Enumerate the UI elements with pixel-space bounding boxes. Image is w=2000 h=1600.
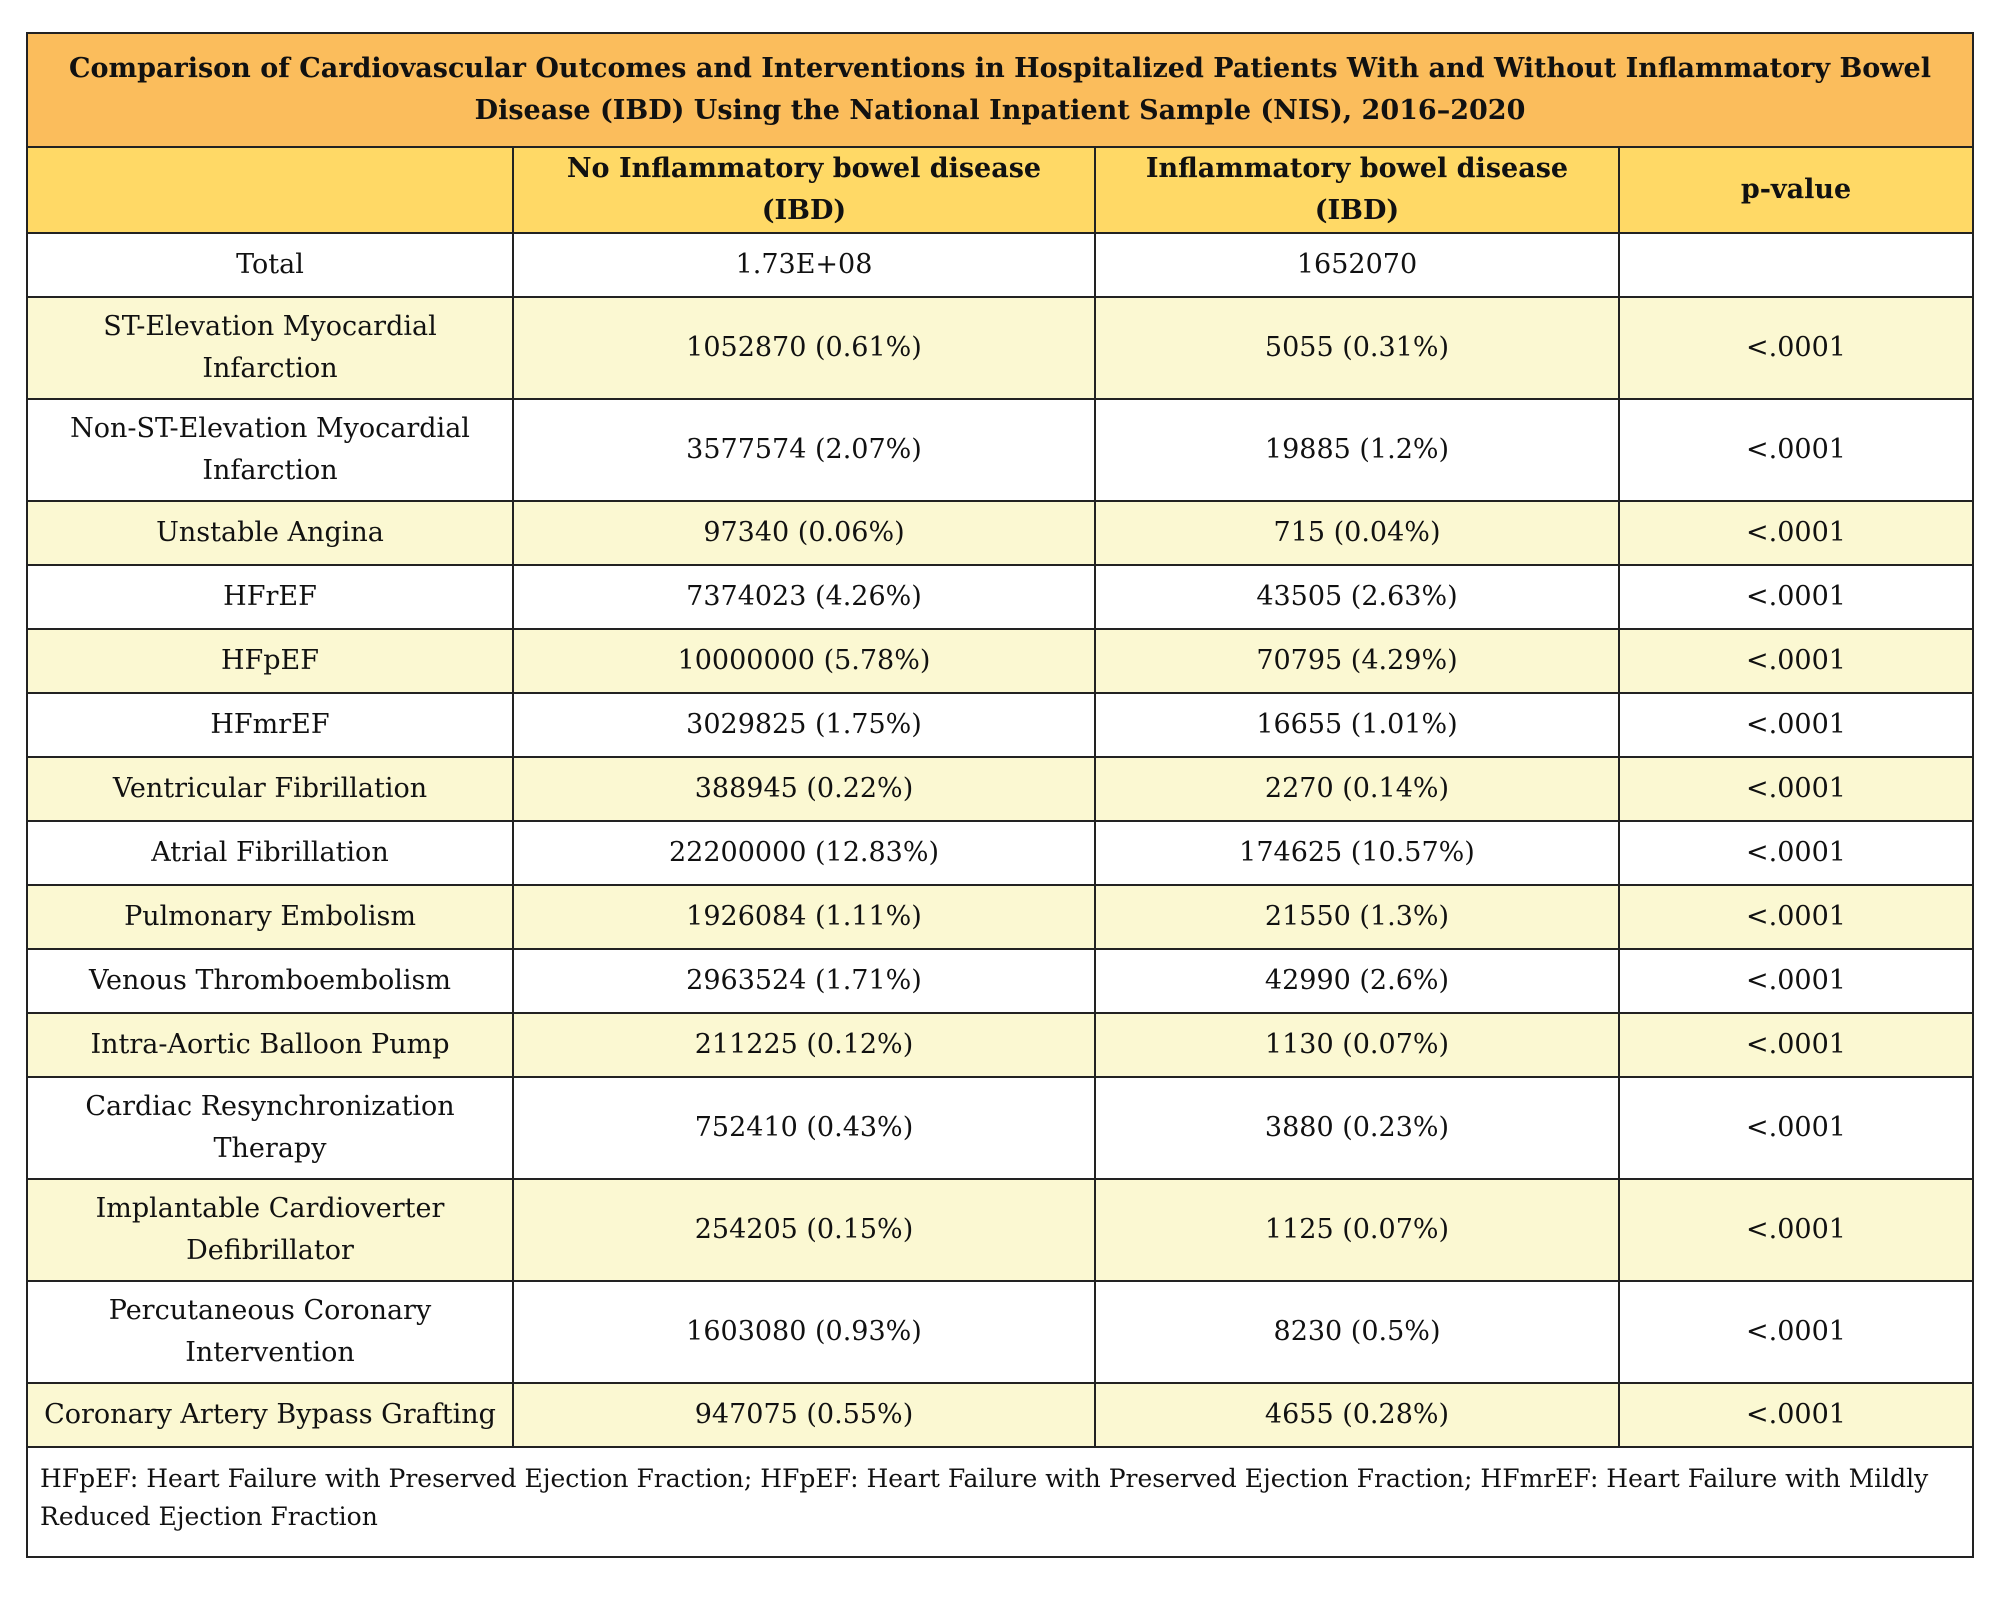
cell-ibd: 5055 (0.31%) <box>1095 297 1619 399</box>
cell-p-value <box>1619 233 1973 297</box>
table-frame <box>26 32 1972 1558</box>
cell-ibd: 8230 (0.5%) <box>1095 1281 1619 1383</box>
header-row <box>27 147 1973 233</box>
row-label: Venous Thromboembolism <box>27 949 513 1013</box>
cell-p-value: <.0001 <box>1619 1013 1973 1077</box>
cell-no-ibd: 1603080 (0.93%) <box>513 1281 1095 1383</box>
cell-p-value: <.0001 <box>1619 1077 1973 1179</box>
cell-ibd: 715 (0.04%) <box>1095 501 1619 565</box>
cell-p-value: <.0001 <box>1619 821 1973 885</box>
cell-no-ibd: 22200000 (12.83%) <box>513 821 1095 885</box>
row-label: Atrial Fibrillation <box>27 821 513 885</box>
table-row <box>27 821 1973 885</box>
table-row <box>27 399 1973 501</box>
cell-no-ibd: 1.73E+08 <box>513 233 1095 297</box>
cell-no-ibd: 7374023 (4.26%) <box>513 565 1095 629</box>
cell-ibd: 16655 (1.01%) <box>1095 693 1619 757</box>
row-label: Cardiac Resynchronization Therapy <box>27 1077 513 1179</box>
cell-p-value: <.0001 <box>1619 693 1973 757</box>
cell-no-ibd: 1052870 (0.61%) <box>513 297 1095 399</box>
cell-no-ibd: 3577574 (2.07%) <box>513 399 1095 501</box>
table-row <box>27 233 1973 297</box>
table-row <box>27 1179 1973 1281</box>
cell-p-value: <.0001 <box>1619 1281 1973 1383</box>
cell-no-ibd: 947075 (0.55%) <box>513 1383 1095 1447</box>
cell-ibd: 4655 (0.28%) <box>1095 1383 1619 1447</box>
cell-p-value: <.0001 <box>1619 1179 1973 1281</box>
cell-ibd: 3880 (0.23%) <box>1095 1077 1619 1179</box>
cell-p-value: <.0001 <box>1619 297 1973 399</box>
header-cell-label <box>27 147 513 233</box>
cell-no-ibd: 1926084 (1.11%) <box>513 885 1095 949</box>
cell-ibd: 1130 (0.07%) <box>1095 1013 1619 1077</box>
row-label: Pulmonary Embolism <box>27 885 513 949</box>
cell-no-ibd: 211225 (0.12%) <box>513 1013 1095 1077</box>
cell-p-value: <.0001 <box>1619 1383 1973 1447</box>
table-title: Comparison of Cardiovascular Outcomes and Interventions in Hospitalized Patients With and Without Inflammatory Bowel Disease (IBD) Using the National Inpatient Sample (NIS), 2016–2020 <box>27 33 1973 147</box>
table-footnote: HFpEF: Heart Failure with Preserved Ejection Fraction; HFpEF: Heart Failure with Preserved Ejection Fraction; HFmrEF: Heart Failure with Mildly Reduced Ejection Fraction <box>27 1447 1973 1557</box>
row-label: HFmrEF <box>27 693 513 757</box>
table-row <box>27 1281 1973 1383</box>
cell-no-ibd: 97340 (0.06%) <box>513 501 1095 565</box>
cell-no-ibd: 254205 (0.15%) <box>513 1179 1095 1281</box>
cell-ibd: 42990 (2.6%) <box>1095 949 1619 1013</box>
table-row <box>27 693 1973 757</box>
cell-p-value: <.0001 <box>1619 565 1973 629</box>
cell-ibd: 1652070 <box>1095 233 1619 297</box>
cell-ibd: 174625 (10.57%) <box>1095 821 1619 885</box>
cell-p-value: <.0001 <box>1619 885 1973 949</box>
cell-ibd: 70795 (4.29%) <box>1095 629 1619 693</box>
table-row <box>27 1077 1973 1179</box>
row-label: Non-ST-Elevation Myocardial Infarction <box>27 399 513 501</box>
cell-no-ibd: 752410 (0.43%) <box>513 1077 1095 1179</box>
table-row <box>27 1383 1973 1447</box>
header-cell-ibd: Inflammatory bowel disease (IBD) <box>1095 147 1619 233</box>
data-table <box>26 32 1974 1558</box>
row-label: HFpEF <box>27 629 513 693</box>
row-label: HFrEF <box>27 565 513 629</box>
row-label: Total <box>27 233 513 297</box>
table-row <box>27 501 1973 565</box>
cell-no-ibd: 3029825 (1.75%) <box>513 693 1095 757</box>
header-cell-p-value: p-value <box>1619 147 1973 233</box>
cell-no-ibd: 10000000 (5.78%) <box>513 629 1095 693</box>
table-row <box>27 565 1973 629</box>
cell-p-value: <.0001 <box>1619 949 1973 1013</box>
cell-p-value: <.0001 <box>1619 399 1973 501</box>
row-label: Ventricular Fibrillation <box>27 757 513 821</box>
row-label: Percutaneous Coronary Intervention <box>27 1281 513 1383</box>
table-row <box>27 629 1973 693</box>
cell-ibd: 2270 (0.14%) <box>1095 757 1619 821</box>
header-cell-no-ibd: No Inflammatory bowel disease (IBD) <box>513 147 1095 233</box>
cell-ibd: 21550 (1.3%) <box>1095 885 1619 949</box>
row-label: Intra-Aortic Balloon Pump <box>27 1013 513 1077</box>
cell-ibd: 1125 (0.07%) <box>1095 1179 1619 1281</box>
cell-no-ibd: 388945 (0.22%) <box>513 757 1095 821</box>
row-label: Unstable Angina <box>27 501 513 565</box>
cell-p-value: <.0001 <box>1619 757 1973 821</box>
table-row <box>27 297 1973 399</box>
cell-p-value: <.0001 <box>1619 501 1973 565</box>
table-row <box>27 949 1973 1013</box>
row-label: ST-Elevation Myocardial Infarction <box>27 297 513 399</box>
cell-ibd: 43505 (2.63%) <box>1095 565 1619 629</box>
table-row <box>27 885 1973 949</box>
cell-ibd: 19885 (1.2%) <box>1095 399 1619 501</box>
row-label: Implantable Cardioverter Defibrillator <box>27 1179 513 1281</box>
cell-no-ibd: 2963524 (1.71%) <box>513 949 1095 1013</box>
cell-p-value: <.0001 <box>1619 629 1973 693</box>
row-label: Coronary Artery Bypass Grafting <box>27 1383 513 1447</box>
table-row <box>27 757 1973 821</box>
table-row <box>27 1013 1973 1077</box>
